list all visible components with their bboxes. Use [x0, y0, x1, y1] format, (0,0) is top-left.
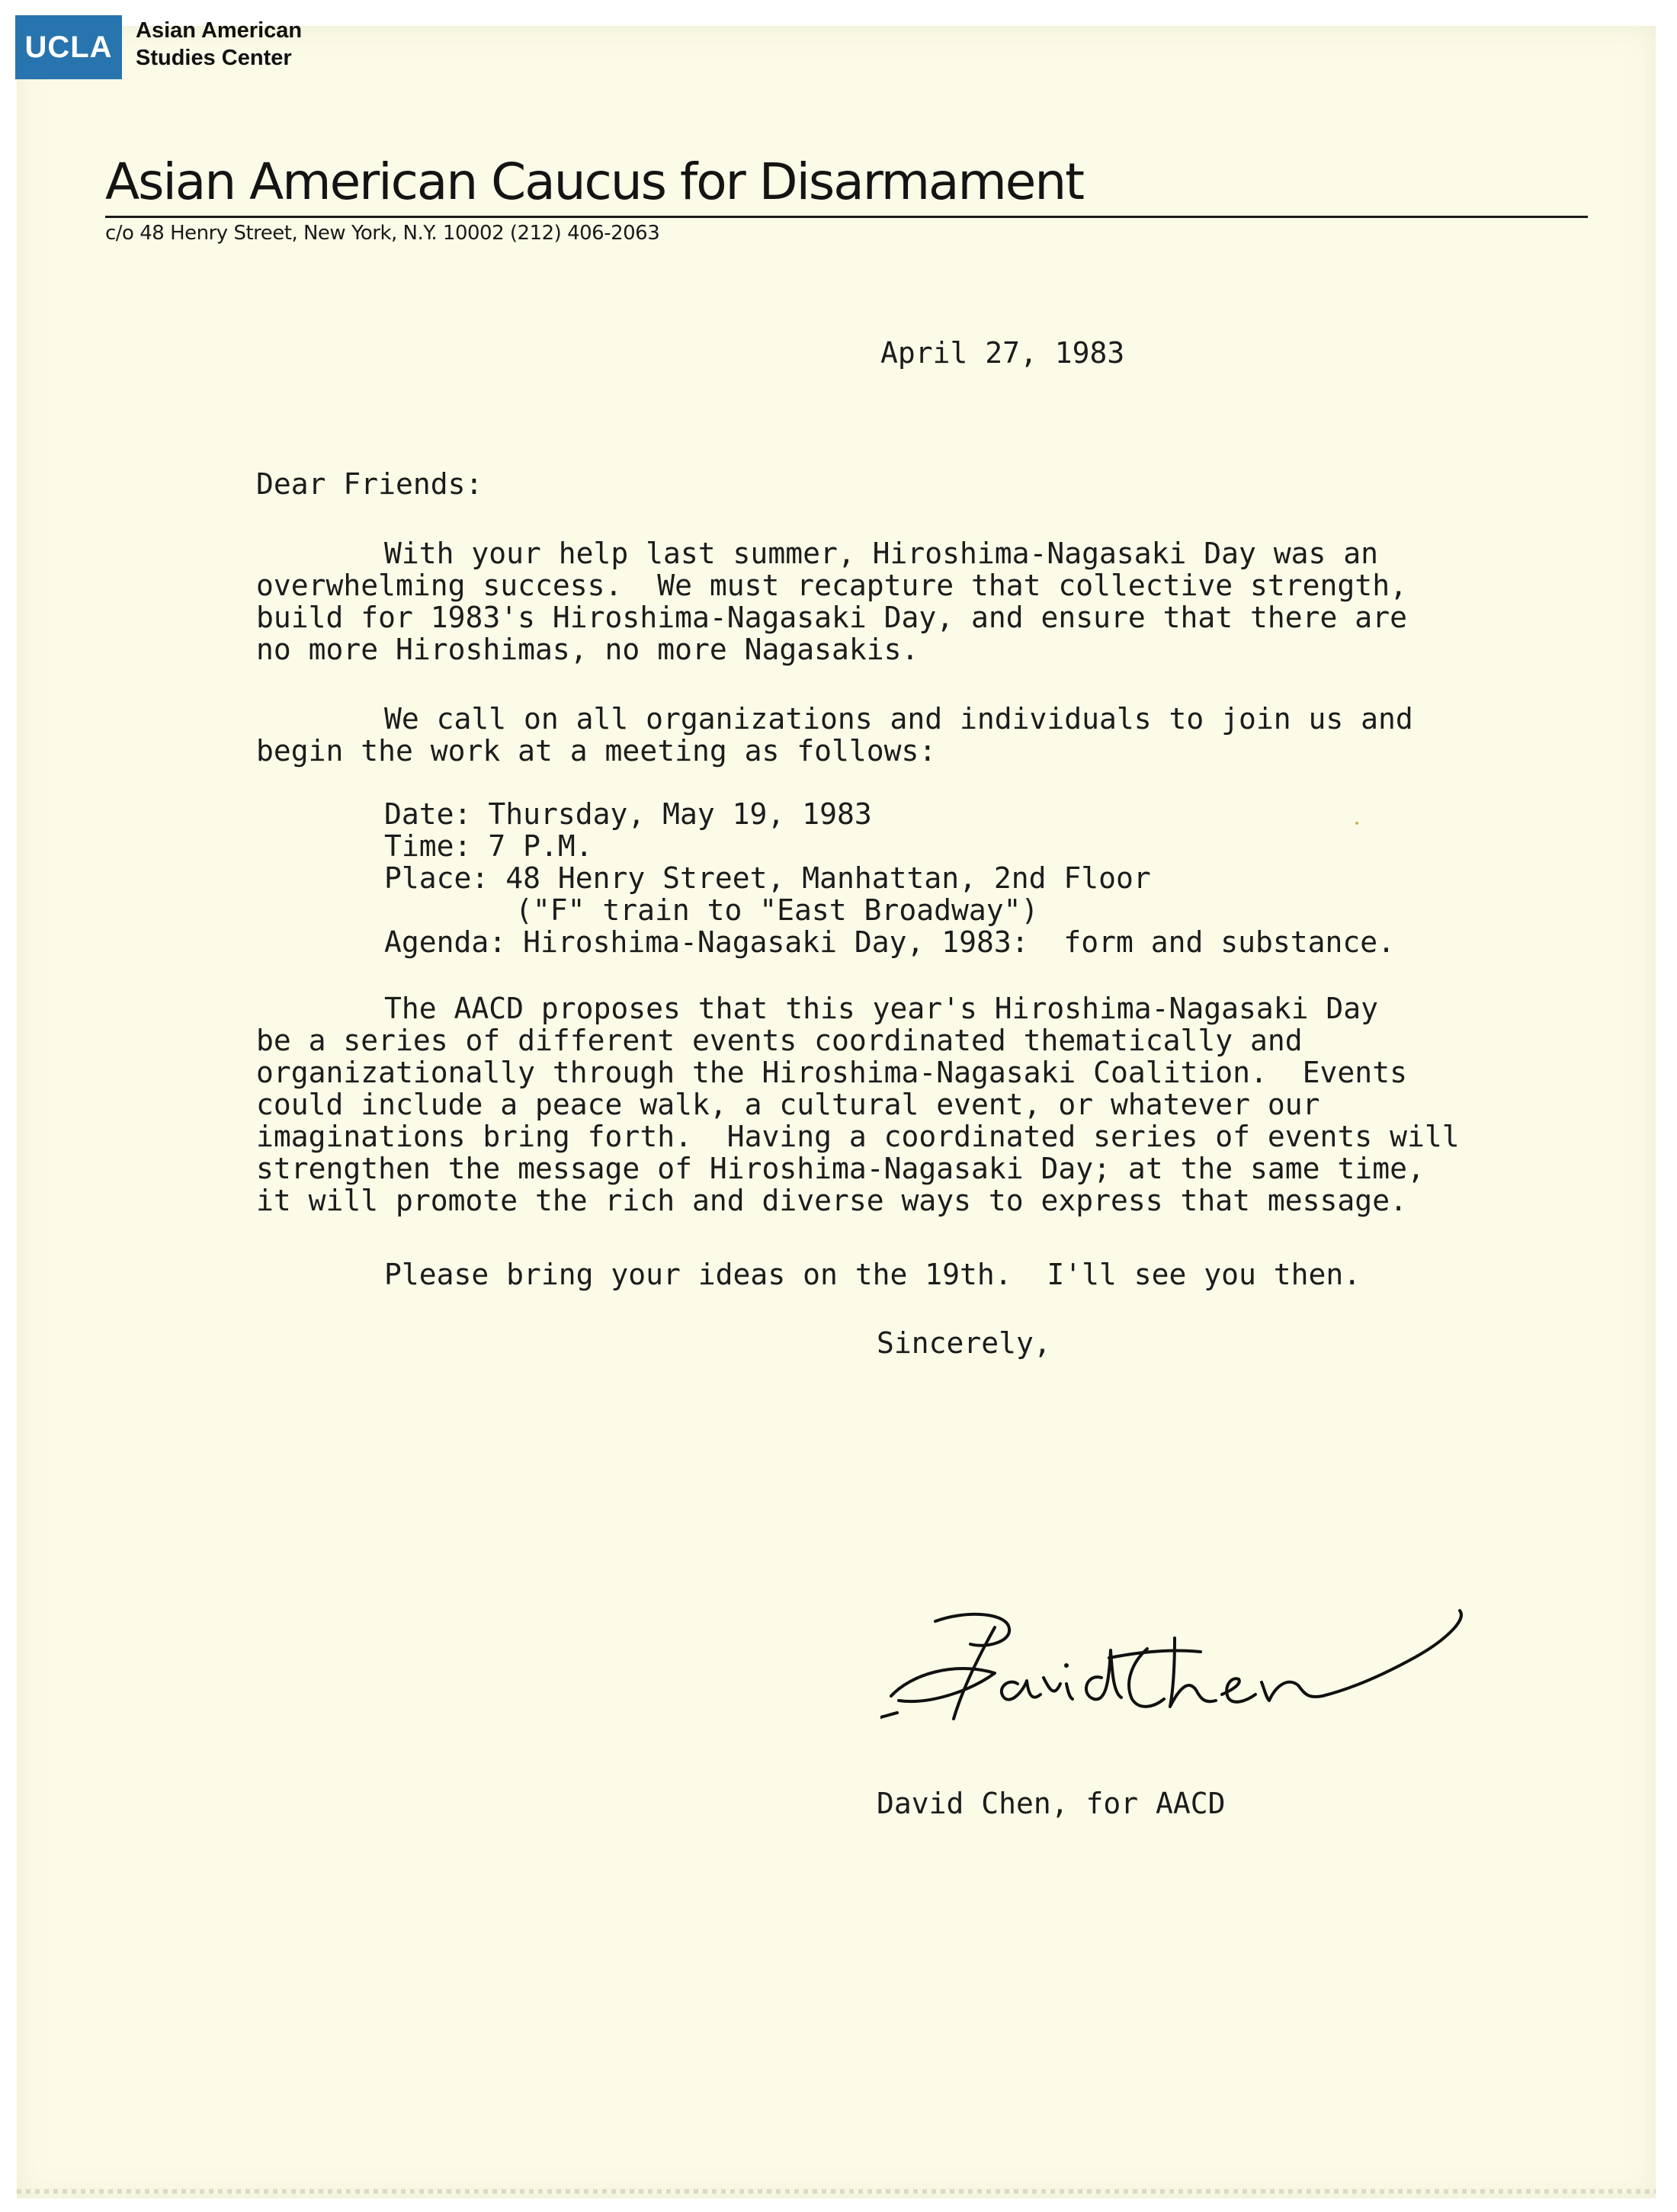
paragraph-line: build for 1983's Hiroshima-Nagasaki Day, and ensure that there are: [256, 601, 1407, 634]
letter-signer: David Chen, for AACD: [877, 1787, 1226, 1820]
paper-speck: [1355, 822, 1358, 825]
meeting-date-label: Date:: [384, 797, 472, 831]
center-name-line2: Studies Center: [136, 46, 292, 70]
meeting-date-value: Thursday, May 19, 1983: [488, 797, 872, 831]
meeting-time-row: [384, 830, 1395, 862]
paragraph-line: could include a peace walk, a cultural event, or whatever our: [256, 1088, 1320, 1121]
paragraph-line: begin the work at a meeting as follows:: [256, 734, 937, 768]
paragraph-line: imaginations bring forth. Having a coordinated series of events will: [256, 1120, 1460, 1153]
meeting-agenda-row: [384, 926, 1395, 958]
paragraph-3: [256, 992, 1460, 1217]
paragraph-line: overwhelming success. We must recapture that collective strength,: [256, 569, 1407, 602]
paragraph-line: The AACD proposes that this year's Hiroshima-Nagasaki Day: [384, 992, 1379, 1025]
meeting-place-value: 48 Henry Street, Manhattan, 2nd Floor: [505, 861, 1151, 895]
paragraph-4: [256, 1258, 1361, 1290]
meeting-agenda-value: Hiroshima-Nagasaki Day, 1983: form and substance.: [523, 925, 1396, 959]
paragraph-line: no more Hiroshimas, no more Nagasakis.: [256, 633, 919, 666]
letter-salutation: Dear Friends:: [256, 467, 483, 501]
meeting-place-row: [384, 862, 1395, 894]
ucla-center-name: [136, 17, 334, 72]
paragraph-2: [256, 703, 1413, 767]
letter-closing: Sincerely,: [877, 1326, 1051, 1360]
letterhead-address: c/o 48 Henry Street, New York, N.Y. 10002 (212) 406-2063: [105, 222, 660, 245]
meeting-time-label: Time:: [384, 829, 472, 863]
meeting-agenda-label: Agenda:: [384, 925, 507, 959]
paragraph-line: be a series of different events coordinated thematically and: [256, 1024, 1303, 1057]
meeting-place-note: ("F" train to "East Broadway"): [515, 893, 1039, 927]
ucla-logo-badge: UCLA: [15, 15, 122, 79]
paragraph-line: Please bring your ideas on the 19th. I'll see you then.: [384, 1258, 1361, 1291]
paragraph-line: We call on all organizations and individuals to join us and: [384, 702, 1413, 736]
letterhead-divider: [105, 216, 1588, 218]
letter-date: April 27, 1983: [880, 336, 1125, 370]
paragraph-line: strengthen the message of Hiroshima-Nagasaki Day; at the same time,: [256, 1152, 1425, 1185]
handwritten-signature: [880, 1605, 1475, 1734]
meeting-time-value: 7 P.M.: [488, 829, 593, 863]
paragraph-line: organizationally through the Hiroshima-Nagasaki Coalition. Events: [256, 1056, 1407, 1089]
paragraph-1: [256, 537, 1407, 665]
paragraph-line: it will promote the rich and diverse ways to express that message.: [256, 1184, 1407, 1217]
center-name-line1: Asian American: [136, 18, 303, 43]
paper-bottom-edge: [17, 2189, 1656, 2194]
meeting-date-row: [384, 798, 1395, 830]
letterhead-organization: Asian American Caucus for Disarmament: [105, 152, 1084, 211]
paragraph-line: With your help last summer, Hiroshima-Nagasaki Day was an: [384, 537, 1379, 570]
meeting-details: [384, 798, 1395, 958]
meeting-place-label: Place:: [384, 861, 489, 895]
